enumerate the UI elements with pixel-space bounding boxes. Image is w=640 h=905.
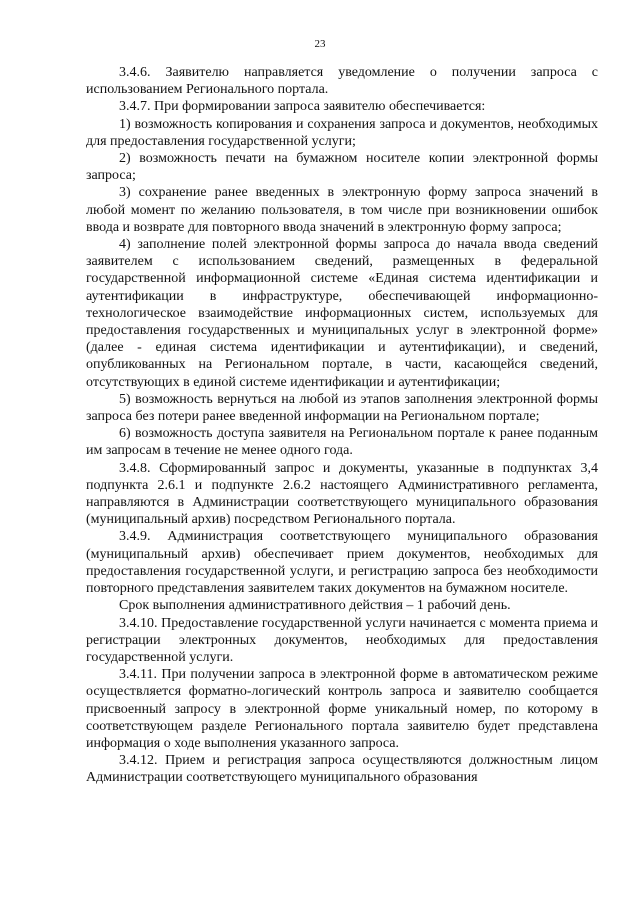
list-item-1: 1) возможность копирования и сохранения запроса и документов, необходимых для предоставления государственной услуги; — [86, 116, 598, 149]
document-body — [86, 64, 598, 787]
page-number: 23 — [314, 38, 326, 50]
paragraph-3-4-7: 3.4.7. При формировании запроса заявителю обеспечивается: — [119, 99, 486, 115]
list-item-5: 5) возможность вернуться на любой из этапов заполнения электронной формы запроса без потери ранее введенной информации на Региональном портале; — [86, 391, 598, 425]
list-item-4: 4) заполнение полей электронной формы запроса до начала ввода сведений заявителем с использованием сведений, размещенных в федеральной государственной информационной системе «Единая система идентификации и аутентификации в инфраструктуре, обеспечивающей информационно-технологическое взаимодействие информационных систем, используемых для предоставления государственных и муниципальных услуг в электронной форме» (далее - единая система идентификации и аутентификации), и сведений, опубликованных на Региональном портале, в части, касающейся сведений, отсутствующих в единой системе идентификации и аутентификации; — [86, 237, 598, 390]
list-item-6: 6) возможность доступа заявителя на Региональном портале к ранее поданным им запросам в течение не менее одного года. — [86, 426, 598, 459]
paragraph-3-4-10: 3.4.10. Предоставление государственной услуги начинается с момента приема и регистрации электронных документов, необходимых для предоставления государственной услуги. — [86, 615, 598, 665]
paragraph-3-4-8: 3.4.8. Сформированный запрос и документы, указанные в подпунктах 3,4 подпункта 2.6.1 и подпункте 2.6.2 настоящего Административного регламента, направляются в Администрации соответствующего муниципального образования (муниципальный архив) посредством Регионального портала. — [86, 460, 598, 528]
paragraph-3-4-6: 3.4.6. Заявителю направляется уведомление о получении запроса с использованием Регионального портала. — [86, 65, 598, 98]
list-item-2: 2) возможность печати на бумажном носителе копии электронной формы запроса; — [86, 151, 598, 184]
paragraph-3-4-9: 3.4.9. Администрация соответствующего муниципального образования (муниципальный архив) обеспечивает прием документов, необходимых для предоставления государственной услуги, и регистрацию запроса без необходимости повторного представления заявителем таких документов на бумажном носителе. — [86, 529, 598, 597]
paragraph-3-4-12: 3.4.12. Прием и регистрация запроса осуществляются должностным лицом Администрации соответствующего муниципального образования — [86, 753, 598, 786]
paragraph-deadline: Срок выполнения административного действия – 1 рабочий день. — [119, 598, 511, 614]
paragraph-3-4-11: 3.4.11. При получении запроса в электронной форме в автоматическом режиме осуществляется форматно-логический контроль запроса и заявителю сообщается присвоенный запросу в электронной форме уникальный номер, по которому в соответствующем разделе Регионального портала заявителю будет представлена информация о ходе выполнения указанного запроса. — [86, 667, 598, 751]
list-item-3: 3) сохранение ранее введенных в электронную форму запроса значений в любой момент по желанию пользователя, в том числе при возникновении ошибок ввода и возврате для повторного ввода значений в электронную форму запроса; — [86, 185, 598, 235]
